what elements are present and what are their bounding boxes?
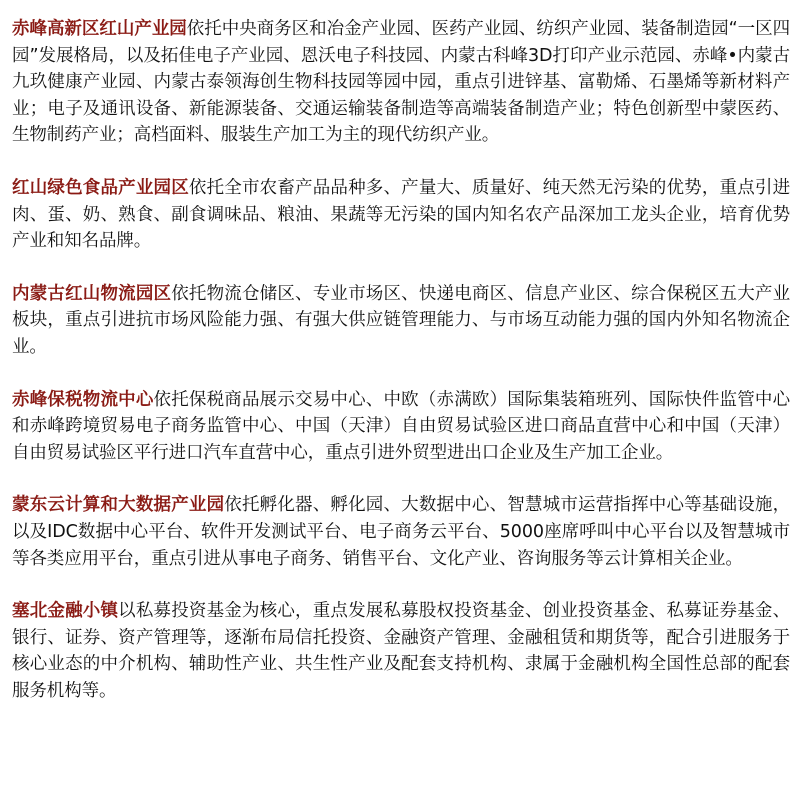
section-title: 塞北金融小镇 xyxy=(12,601,119,622)
section-bonded-logistics-center xyxy=(12,387,790,467)
section-hongshan-industrial-park xyxy=(12,16,790,149)
section-body: 依托孵化器、孵化园、大数据中心、智慧城市运营指挥中心等基础设施，以及IDC数据中心平台、软件开发测试平台、电子商务云平台、5000座席呼叫中心平台以及智慧城市等各类应用平台，重点引进从事电子商务、销售平台、文化产业、咨询服务等云计算相关企业。 xyxy=(12,495,790,569)
section-body: 依托物流仓储区、专业市场区、快递电商区、信息产业区、综合保税区五大产业板块，重点引进抗市场风险能力强、有强大供应链管理能力、与市场互动能力强的国内外知名物流企业。 xyxy=(12,283,790,357)
section-title: 内蒙古红山物流园区 xyxy=(12,283,172,304)
section-body: 依托全市农畜产品品种多、产量大、质量好、纯天然无污染的优势，重点引进肉、蛋、奶、熟食、副食调味品、粮油、果蔬等无污染的国内知名农产品深加工龙头企业，培育优势产业和知名品牌。 xyxy=(12,177,790,252)
section-body: 依托中央商务区和冶金产业园、医药产业园、纺织产业园、装备制造园“一区四园”发展格局，以及拓佳电子产业园、恩沃电子科技园、内蒙古科峰3D打印产业示范园、赤峰•内蒙古九玖健康产业园、内蒙古泰领海创生物科技园等园中园，重点引进锌基、富勒烯、石墨烯等新材料产业；电子及通讯设备、新能源装备、交通运输装备制造等高端装备制造产业；特色创新型中蒙医药、生物制药产业；高档面料、服装生产加工为主的现代纺织产业。 xyxy=(12,19,790,146)
section-cloud-bigdata-park xyxy=(12,492,790,572)
section-title: 赤峰保税物流中心 xyxy=(12,389,154,410)
section-logistics-park xyxy=(12,281,790,361)
section-green-food-park xyxy=(12,175,790,255)
section-body: 依托保税商品展示交易中心、中欧（赤满欧）国际集装箱班列、国际快件监管中心和赤峰跨境贸易电子商务监管中心、中国（天津）自由贸易试验区进口商品直营中心和中国（天津）自由贸易试验区平行进口汽车直营中心，重点引进外贸型进出口企业及生产加工企业。 xyxy=(12,389,790,463)
section-finance-town xyxy=(12,598,790,704)
section-body: 以私募投资基金为核心，重点发展私募股权投资基金、创业投资基金、私募证券基金、银行、证券、资产管理等，逐渐布局信托投资、金融资产管理、金融租赁和期货等，配合引进服务于核心业态的中介机构、辅助性产业、共生性产业及配套支持机构、隶属于金融机构全国性总部的配套服务机构等。 xyxy=(12,601,790,701)
section-title: 红山绿色食品产业园区 xyxy=(12,177,189,198)
section-title: 蒙东云计算和大数据产业园 xyxy=(12,495,225,516)
section-title: 赤峰高新区红山产业园 xyxy=(12,19,187,39)
